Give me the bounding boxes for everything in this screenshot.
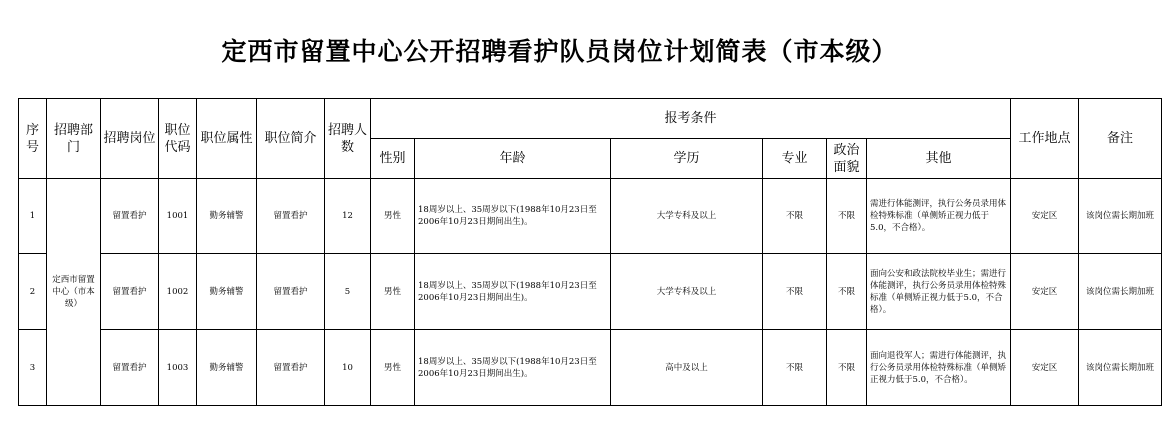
row-education: 高中及以上 (611, 330, 763, 406)
row-code: 1002 (159, 254, 197, 330)
row-location: 安定区 (1011, 330, 1079, 406)
header-row (19, 99, 1162, 139)
header-attr: 职位属性 (197, 99, 257, 179)
recruitment-plan-table (18, 98, 1162, 406)
row-code: 1003 (159, 330, 197, 406)
row-remark: 该岗位需长期加班 (1079, 330, 1162, 406)
row-post: 留置看护 (101, 179, 159, 254)
row-gender: 男性 (371, 179, 415, 254)
row-location: 安定区 (1011, 254, 1079, 330)
header-location: 工作地点 (1011, 99, 1079, 179)
header-seq: 序号 (19, 99, 47, 179)
row-count: 10 (325, 330, 371, 406)
row-count: 5 (325, 254, 371, 330)
row-seq: 3 (19, 330, 47, 406)
row-major: 不限 (763, 254, 827, 330)
row-other: 需进行体能测评，执行公务员录用体检特殊标准（单侧矫正视力低于5.0，不合格）。 (867, 179, 1011, 254)
header-remark: 备注 (1079, 99, 1162, 179)
row-count: 12 (325, 179, 371, 254)
header-post: 招聘岗位 (101, 99, 159, 179)
row-post: 留置看护 (101, 330, 159, 406)
header-education: 学历 (611, 139, 763, 179)
row-major: 不限 (763, 330, 827, 406)
row-remark: 该岗位需长期加班 (1079, 254, 1162, 330)
row-age: 18周岁以上、35周岁以下(1988年10月23日至2006年10月23日期间出生)。 (415, 179, 611, 254)
header-conditions: 报考条件 (371, 99, 1011, 139)
row-department: 定西市留置中心（市本级） (47, 179, 101, 406)
header-intro: 职位简介 (257, 99, 325, 179)
row-gender: 男性 (371, 330, 415, 406)
table-row (19, 179, 1162, 254)
header-politics: 政治面貌 (827, 139, 867, 179)
row-attr: 勤务辅警 (197, 254, 257, 330)
row-education: 大学专科及以上 (611, 254, 763, 330)
page-title: 定西市留置中心公开招聘看护队员岗位计划简表（市本级） (221, 37, 898, 66)
header-count: 招聘人数 (325, 99, 371, 179)
table-row (19, 254, 1162, 330)
row-attr: 勤务辅警 (197, 179, 257, 254)
row-attr: 勤务辅警 (197, 330, 257, 406)
row-gender: 男性 (371, 254, 415, 330)
row-location: 安定区 (1011, 179, 1079, 254)
row-intro: 留置看护 (257, 254, 325, 330)
row-seq: 2 (19, 254, 47, 330)
header-major: 专业 (763, 139, 827, 179)
row-other: 面向公安和政法院校毕业生；需进行体能测评，执行公务员录用体检特殊标准（单侧矫正视力低于5.0，不合格）。 (867, 254, 1011, 330)
row-code: 1001 (159, 179, 197, 254)
row-seq: 1 (19, 179, 47, 254)
row-remark: 该岗位需长期加班 (1079, 179, 1162, 254)
row-post: 留置看护 (101, 254, 159, 330)
row-age: 18周岁以上、35周岁以下(1988年10月23日至2006年10月23日期间出生)。 (415, 254, 611, 330)
row-major: 不限 (763, 179, 827, 254)
row-politics: 不限 (827, 330, 867, 406)
header-age: 年龄 (415, 139, 611, 179)
row-age: 18周岁以上、35周岁以下(1988年10月23日至2006年10月23日期间出生)。 (415, 330, 611, 406)
row-education: 大学专科及以上 (611, 179, 763, 254)
row-other: 面向退役军人；需进行体能测评，执行公务员录用体检特殊标准（单侧矫正视力低于5.0，不合格）。 (867, 330, 1011, 406)
header-gender: 性别 (371, 139, 415, 179)
row-intro: 留置看护 (257, 330, 325, 406)
row-politics: 不限 (827, 179, 867, 254)
header-code: 职位代码 (159, 99, 197, 179)
header-dept: 招聘部门 (47, 99, 101, 179)
row-politics: 不限 (827, 254, 867, 330)
header-other: 其他 (867, 139, 1011, 179)
row-intro: 留置看护 (257, 179, 325, 254)
table-row (19, 330, 1162, 406)
